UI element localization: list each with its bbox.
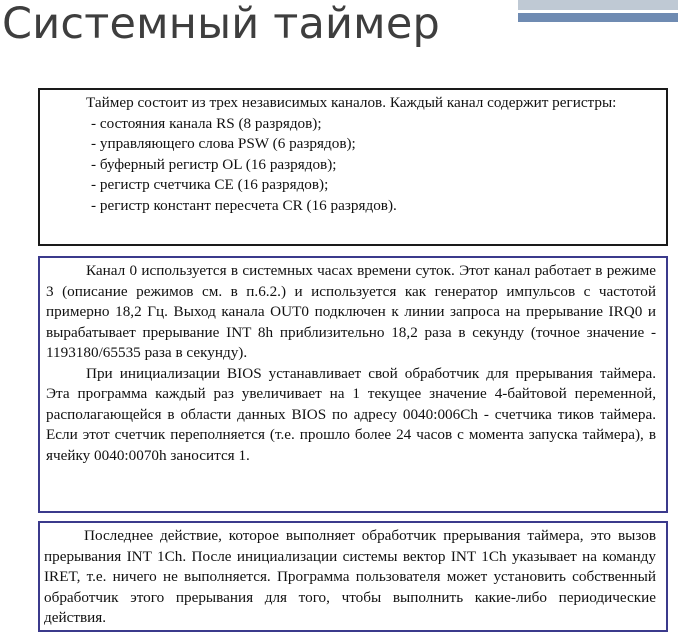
register-item: - состояния канала RS (8 разрядов); xyxy=(91,114,322,132)
register-item: - регистр констант пересчета CR (16 разрядов). xyxy=(91,196,397,214)
int1ch-paragraph: Последнее действие, которое выполняет обработчик прерывания таймера, это вызов прерывания INT 1Ch. После инициализации системы вектор INT 1Ch указывает на команду IRET, т.е. ничего не выполняется. Программа пользователя может установить собственный обработчик этого прерывания для того, чтобы выполнить какие-либо периодические действия. xyxy=(44,527,656,626)
channel-zero-textbox xyxy=(38,256,668,513)
registers-intro: Таймер состоит из трех независимых каналов. Каждый канал содержит регистры: xyxy=(86,94,617,111)
title-accent-bars xyxy=(518,0,678,24)
registers-list xyxy=(46,114,658,217)
accent-bar-dark xyxy=(518,13,678,22)
register-item: - регистр счетчика CE (16 разрядов); xyxy=(91,176,329,193)
registers-textbox xyxy=(38,88,668,246)
register-item: - буферный регистр OL (16 разрядов); xyxy=(91,155,337,173)
accent-bar-light xyxy=(518,0,678,10)
channel-zero-paragraph: Канал 0 используется в системных часах времени суток. Этот канал работает в режиме 3 (описание режимов см. в п.6.2.) и используется как генератор импульсов с частотой примерно 18,2 Гц. Выход канала OUT0 подключен к линии запроса на прерывание IRQ0 и вырабатывает прерывание INT 8h приблизительно 18,2 раза в секунду (точное значение - 1193180/65535 раза в секунду). xyxy=(46,262,656,361)
register-item: - управляющего слова PSW (6 разрядов); xyxy=(91,135,356,152)
int1ch-textbox xyxy=(38,521,668,632)
bios-handler-paragraph: При инициализации BIOS устанавливает свой обработчик для прерывания таймера. Эта программа каждый раз увеличивает на 1 текущее значение 4-байтовой переменной, располагающейся в области данных BIOS по адресу 0040:006Ch - счетчика тиков таймера. Если этот счетчик переполняется (т.е. прошло более 24 часов с момента запуска таймера), в ячейку 0040:0070h заносится 1. xyxy=(46,364,656,464)
slide-title: Системный таймер xyxy=(2,0,440,49)
